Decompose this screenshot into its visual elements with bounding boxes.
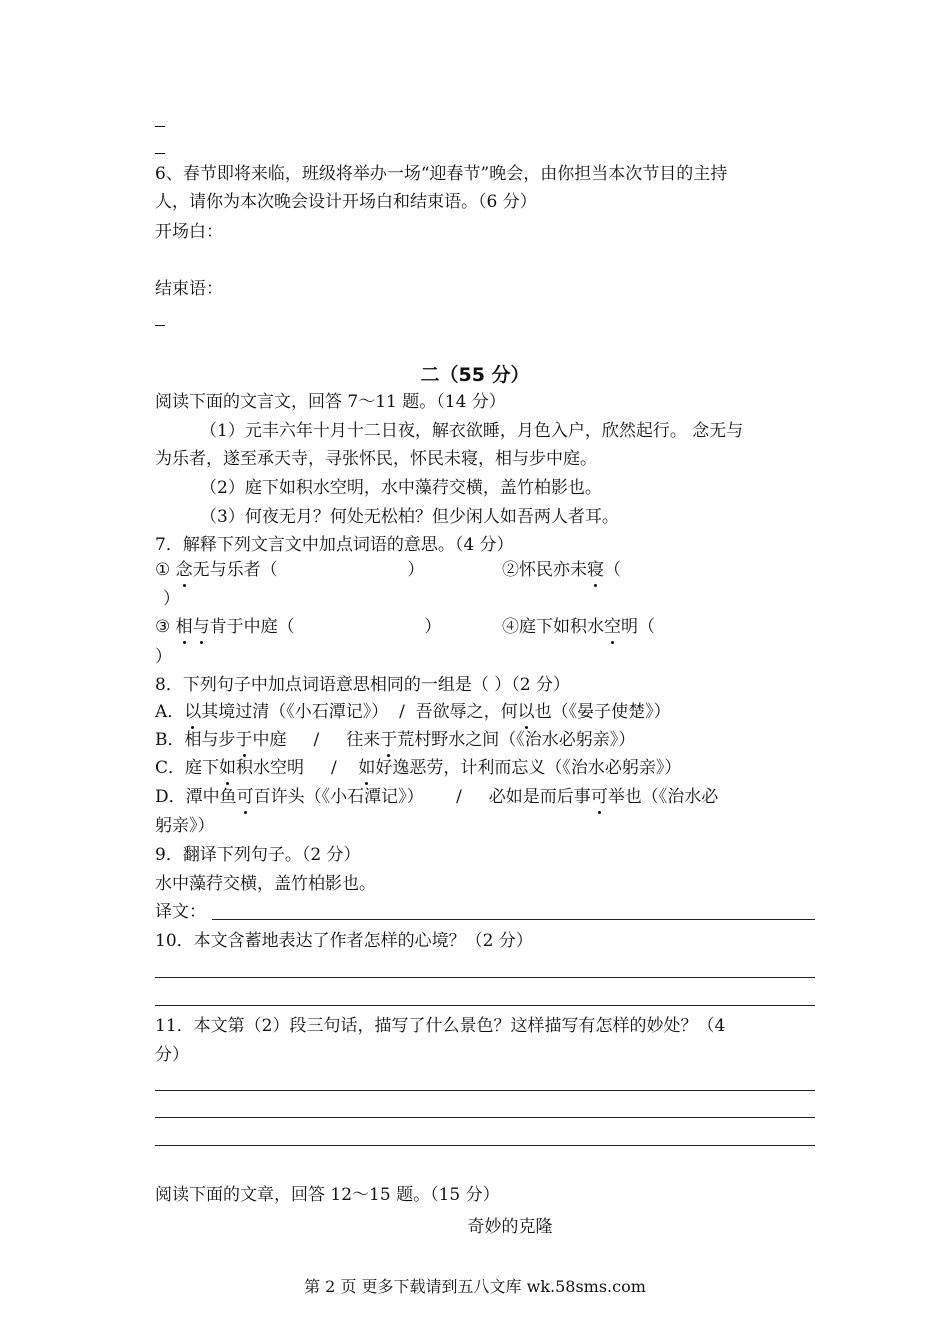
option-text: D．潭中鱼 bbox=[155, 787, 237, 807]
dotted-word: 于 bbox=[235, 730, 253, 750]
q9-sentence: 水中藻荇交横，盖竹柏影也。 bbox=[155, 874, 376, 894]
q7-item-1 bbox=[155, 558, 424, 582]
article-title: 奇妙的克隆 bbox=[467, 1217, 553, 1237]
blank-line-mark bbox=[155, 153, 165, 154]
item-text: ③ bbox=[155, 617, 176, 637]
dotted-word: 相 bbox=[175, 617, 193, 637]
dotted-word: 可 bbox=[590, 787, 608, 807]
q8-option-d bbox=[155, 785, 718, 809]
dotted-word: 如 bbox=[219, 758, 237, 778]
q9-stem: 9．翻译下列句子。（2 分） bbox=[155, 845, 361, 865]
q9-answer-label: 译文： bbox=[155, 902, 206, 922]
q11-stem-cont: 分） bbox=[155, 1045, 189, 1065]
passage-p2: （2）庭下如积水空明，水中藻荇交横，盖竹柏影也。 bbox=[200, 478, 602, 498]
option-text: 举也（《治水必 bbox=[607, 787, 719, 807]
option-text: 积水空明 / bbox=[236, 758, 359, 778]
option-text: 也（《晏子使楚》） bbox=[534, 702, 671, 722]
passage-p3: （3）何夜无月？何处无松柏？但少闲人如吾两人者耳。 bbox=[200, 507, 619, 527]
q8-stem: 8．下列句子中加点词语意思相同的一组是（ ）（2 分） bbox=[155, 675, 570, 695]
q9-answer-line[interactable] bbox=[212, 919, 815, 920]
option-text: B．相与步 bbox=[155, 730, 236, 750]
dotted-word: 空 bbox=[604, 617, 621, 637]
q10-answer-line[interactable] bbox=[155, 977, 815, 978]
q8-option-b bbox=[155, 728, 635, 752]
item-text: 明（ bbox=[621, 617, 655, 637]
dotted-word: 可 bbox=[236, 787, 254, 807]
option-text: 其境过清（《小石潭记》） / 吾欲辱之，何 bbox=[201, 702, 518, 722]
item-text: （ bbox=[604, 560, 621, 580]
q11-answer-line[interactable] bbox=[155, 1145, 815, 1146]
q8-option-d-cont: 躬亲》） bbox=[155, 816, 215, 836]
page-footer: 第 2 页 更多下载请到五八文库 wk.58sms.com bbox=[304, 1277, 646, 1296]
blank-line-mark bbox=[155, 325, 165, 326]
q8-option-c bbox=[155, 756, 681, 780]
option-text: 好逸恶劳，计利而忘义（《治水必躬亲》） bbox=[375, 758, 682, 778]
item-text: 无与乐者（ bbox=[192, 560, 278, 580]
q7-item-2 bbox=[502, 558, 621, 582]
dotted-word: 以 bbox=[184, 702, 202, 722]
blank-line-mark bbox=[155, 126, 165, 127]
q11-answer-line[interactable] bbox=[155, 1090, 815, 1091]
dotted-word: 以 bbox=[517, 702, 535, 722]
item-text: ④庭下如积水 bbox=[502, 617, 604, 637]
passage-p1: （1）元丰六年十月十二日夜，解衣欲睡，月色入户，欣然起行。 念无与 bbox=[200, 421, 744, 441]
option-text: 中庭 / 往来 bbox=[252, 730, 381, 750]
q10-answer-line[interactable] bbox=[155, 1005, 815, 1006]
option-text: A． bbox=[155, 702, 185, 722]
item-text: 肯于中庭（ bbox=[209, 617, 295, 637]
dotted-word: 与 bbox=[192, 617, 210, 637]
q7-stem: 7．解释下列文言文中加点词语的意思。（4 分） bbox=[155, 535, 514, 555]
q6-line1: 6、春节即将来临，班级将举办一场“迎春节”晚会，由你担当本次节目的主持 bbox=[155, 164, 728, 184]
dotted-word: 于 bbox=[380, 730, 398, 750]
q7-item-4 bbox=[502, 615, 655, 639]
section-heading: 二（55 分） bbox=[420, 364, 530, 386]
passage-p1-cont: 为乐者，遂至承天寺，寻张怀民，怀民未寝，相与步中庭。 bbox=[155, 449, 597, 469]
reading-intro: 阅读下面的文章，回答 12～15 题。（15 分） bbox=[155, 1185, 500, 1205]
option-text: 百许头（《小石潭记》） / 必如是而后事 bbox=[253, 787, 591, 807]
option-text: C．庭下 bbox=[155, 758, 220, 778]
q7-item-4-close: ） bbox=[155, 647, 172, 667]
dotted-word: 寝 bbox=[587, 560, 604, 580]
opening-label: 开场白： bbox=[155, 222, 223, 242]
dotted-word: 如 bbox=[358, 758, 376, 778]
answer-blank: ） bbox=[294, 617, 442, 637]
q8-option-a bbox=[155, 700, 671, 724]
option-text: 荒村野水之间（《治水必躬亲》） bbox=[397, 730, 636, 750]
q11-answer-line[interactable] bbox=[155, 1117, 815, 1118]
item-text: ②怀民亦未 bbox=[502, 560, 587, 580]
q7-item-3 bbox=[155, 615, 441, 639]
item-text: ① bbox=[155, 560, 176, 580]
q10-stem: 10．本文含蓄地表达了作者怎样的心境？（2 分） bbox=[155, 931, 533, 951]
dotted-word: 念 bbox=[175, 560, 193, 580]
q6-line2: 人，请你为本次晚会设计开场白和结束语。（6 分） bbox=[155, 192, 537, 212]
answer-blank: ） bbox=[277, 560, 425, 580]
section-intro: 阅读下面的文言文，回答 7～11 题。（14 分） bbox=[155, 392, 506, 412]
closing-label: 结束语： bbox=[155, 279, 223, 299]
q11-stem: 11．本文第（2）段三句话，描写了什么景色？这样描写有怎样的妙处？（4 bbox=[155, 1016, 726, 1036]
q7-item-2-close: ） bbox=[163, 589, 180, 609]
